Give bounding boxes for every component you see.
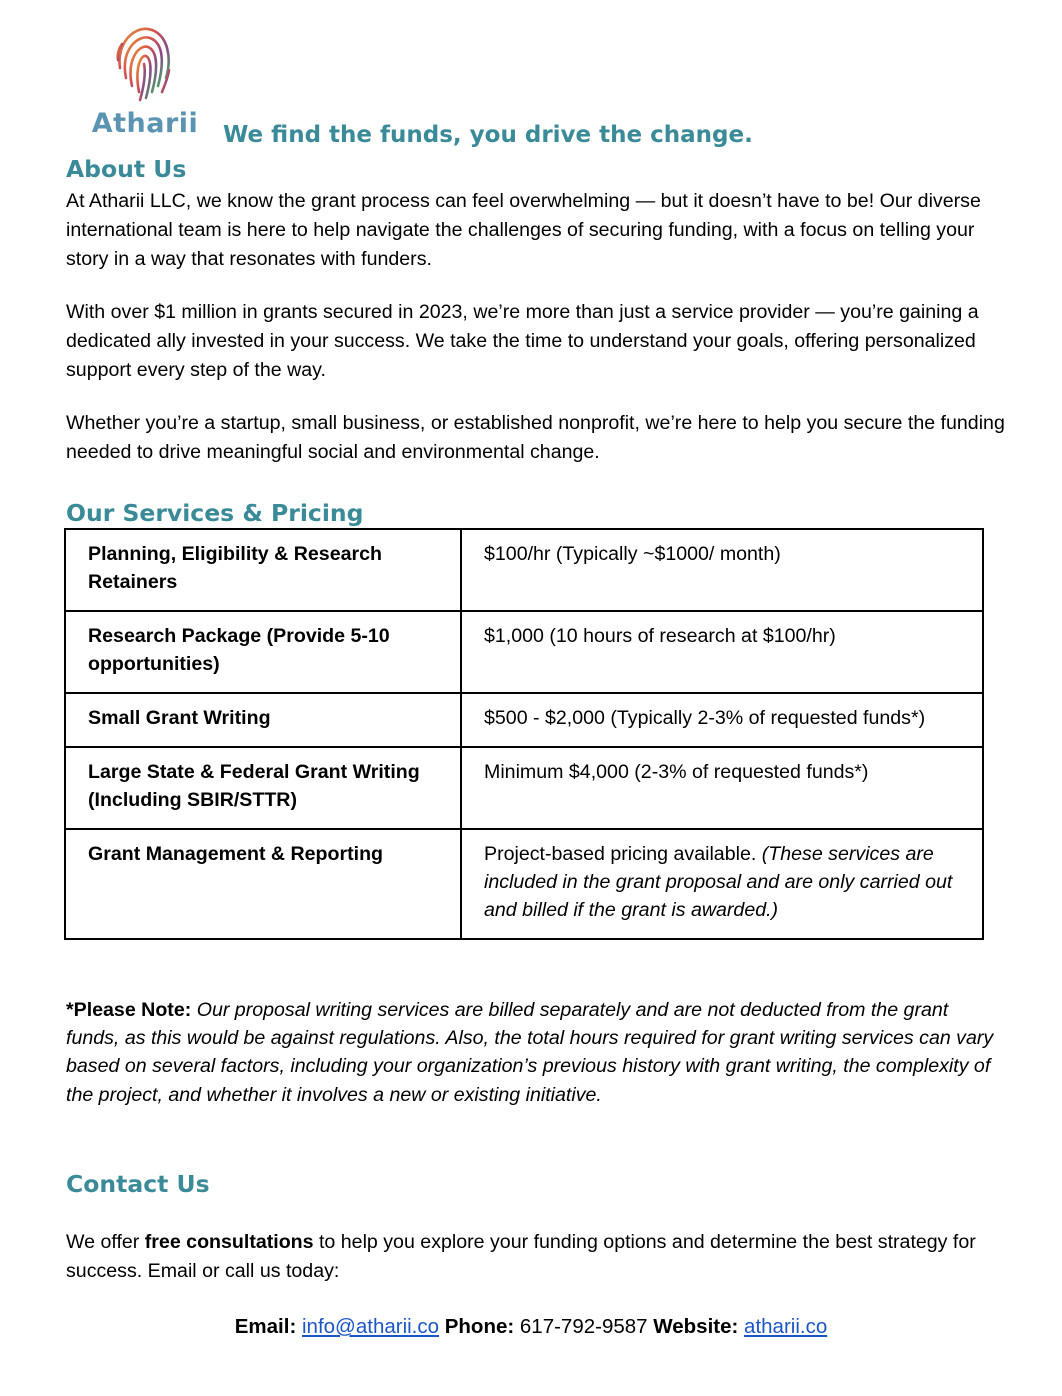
pricing-table xyxy=(64,528,984,940)
pricing-row xyxy=(65,693,983,747)
phone-label: Phone: xyxy=(444,1315,515,1338)
note-label: *Please Note: xyxy=(66,999,192,1021)
services-heading: Our Services & Pricing xyxy=(66,499,364,527)
service-name: Small Grant Writing xyxy=(65,693,461,747)
website-link[interactable]: atharii.co xyxy=(744,1315,828,1338)
brand-name: Atharii xyxy=(91,108,199,139)
about-paragraph-1: At Atharii LLC, we know the grant process can feel overwhelming — but it doesn’t have to be! Our diverse international team is here to help navigate the challenges of securing funding, with a focus on telling your story in a way that resonates with funders. xyxy=(66,190,981,270)
brand-logo xyxy=(90,18,200,138)
website-label: Website: xyxy=(653,1315,739,1338)
free-consultations-text: free consultations xyxy=(144,1231,314,1253)
pricing-row xyxy=(65,529,983,611)
contact-intro xyxy=(66,1228,996,1286)
pricing-row xyxy=(65,747,983,829)
pricing-row xyxy=(65,829,983,939)
price-text: $500 - $2,000 (Typically 2-3% of requested funds*) xyxy=(484,707,926,729)
service-price xyxy=(461,829,983,939)
pricing-note xyxy=(66,996,996,1109)
contact-heading: Contact Us xyxy=(66,1170,210,1198)
note-text: Our proposal writing services are billed separately and are not deducted from the grant funds, as this would be against regulations. Also, the total hours required for grant writing services can vary based on several factors, including your organization’s previous history with grant writing, the complexity of the project, and whether it involves a new or existing initiative. xyxy=(66,999,994,1106)
email-link[interactable]: info@atharii.co xyxy=(301,1315,440,1338)
tagline: We find the funds, you drive the change. xyxy=(223,122,753,148)
contact-details xyxy=(0,1315,1062,1339)
fingerprint-icon xyxy=(112,20,174,106)
service-price xyxy=(461,611,983,693)
price-text: Project-based pricing available. xyxy=(484,843,757,865)
service-price xyxy=(461,529,983,611)
price-text: $100/hr (Typically ~$1000/ month) xyxy=(484,543,781,565)
price-text: $1,000 (10 hours of research at $100/hr) xyxy=(484,625,836,647)
service-name: Research Package (Provide 5-10 opportunities) xyxy=(65,611,461,693)
about-heading: About Us xyxy=(66,155,187,183)
contact-intro-end: to help you explore your funding options and determine the best strategy for success. Email or call us today: xyxy=(66,1231,976,1282)
service-name: Planning, Eligibility & Research Retainers xyxy=(65,529,461,611)
service-name: Large State & Federal Grant Writing (Including SBIR/STTR) xyxy=(65,747,461,829)
price-text: Minimum $4,000 (2-3% of requested funds*) xyxy=(484,761,869,783)
price-note: (These services are included in the grant proposal and are only carried out and billed if the grant is awarded.) xyxy=(484,843,953,921)
about-paragraph-3: Whether you’re a startup, small business, or established nonprofit, we’re here to help you secure the funding needed to drive meaningful social and environmental change. xyxy=(66,412,1005,463)
phone-number: 617-792-9587 xyxy=(519,1315,648,1338)
contact-intro-start: We offer xyxy=(66,1231,145,1253)
about-paragraph-2: With over $1 million in grants secured in 2023, we’re more than just a service provider — you’re gaining a dedicated ally invested in your success. We take the time to understand your goals, offering personalized support every step of the way. xyxy=(66,301,979,381)
service-price xyxy=(461,747,983,829)
pricing-row xyxy=(65,611,983,693)
service-name: Grant Management & Reporting xyxy=(65,829,461,939)
service-price xyxy=(461,693,983,747)
email-label: Email: xyxy=(234,1315,297,1338)
